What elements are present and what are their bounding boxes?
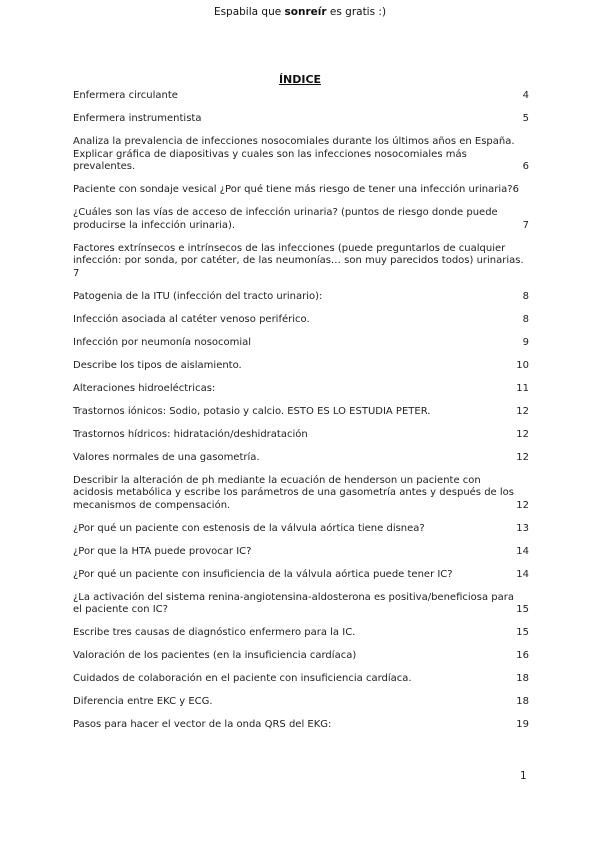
toc-entry-text: Pasos para hacer el vector de la onda QRS del EKG: — [73, 719, 332, 730]
toc-entry-text: Analiza la prevalencia de infecciones nosocomiales durante los últimos años en España. Explicar gráfica de diapositivas y cuales son las infecciones nosocomiales más prevalentes. — [73, 136, 515, 172]
toc-entry-page: 8 — [522, 313, 529, 325]
toc-entry[interactable] — [73, 475, 529, 513]
toc-entry-text: Valoración de los pacientes (en la insuficiencia cardíaca) — [73, 650, 357, 661]
toc-entry-text: Cuidados de colaboración en el paciente con insuficiencia cardíaca. — [73, 673, 412, 684]
toc-entry-text: ¿Cuáles son las vías de acceso de infección urinaria? (puntos de riesgo donde puede producirse la infección urinaria). — [73, 207, 498, 231]
toc-entry-text: Infección por neumonía nosocomial — [73, 336, 252, 348]
toc-entry-page: 12 — [516, 451, 529, 463]
toc-entry[interactable] — [73, 207, 529, 232]
toc-entry-page: 6 — [522, 161, 529, 172]
toc-entry[interactable] — [73, 383, 529, 396]
toc-entry[interactable] — [73, 546, 529, 559]
toc-entry-text: Patogenia de la ITU (infección del tracto urinario): — [73, 290, 323, 302]
toc-entry-text: ¿Por que la HTA puede provocar IC? — [73, 545, 252, 557]
toc-entry[interactable] — [73, 337, 529, 350]
toc-entry-page: 12 — [516, 499, 529, 511]
toc-entry-text: Describe los tipos de aislamiento. — [73, 359, 242, 371]
header-text-bold: sonreír — [284, 6, 327, 18]
toc-entry-text: Factores extrínsecos e intrínsecos de las infecciones (puede preguntarlos de cualquier infección: por sonda, por catéter, de las neumonías… son muy parecidos todos) urinarias. — [73, 242, 524, 266]
toc-entry-page: 11 — [516, 382, 529, 394]
toc-entry[interactable] — [73, 243, 529, 281]
index-title: ÍNDICE — [278, 73, 322, 86]
toc-entry-page: 15 — [516, 627, 529, 638]
toc-entry[interactable] — [73, 719, 529, 732]
toc-entry-page: 8 — [522, 290, 529, 302]
toc-entry-page: 5 — [522, 113, 529, 124]
toc-entry[interactable] — [73, 113, 529, 126]
toc-entry-text: ¿Por qué un paciente con insuficiencia de la válvula aórtica puede tener IC? — [73, 568, 453, 580]
toc-entry[interactable] — [73, 592, 529, 617]
toc-entry[interactable] — [73, 136, 529, 174]
toc-entry-page: 14 — [516, 545, 529, 557]
toc-entry-page: 18 — [516, 696, 529, 707]
toc-entry-text: Paciente con sondaje vesical ¿Por qué tiene más riesgo de tener una infección urinaria? — [73, 184, 513, 195]
toc-entry-page: 16 — [516, 650, 529, 661]
toc-entry-page: 12 — [516, 428, 529, 440]
toc-entry-text: Infección asociada al catéter venoso periférico. — [73, 313, 310, 325]
toc-entry-page: 12 — [516, 405, 529, 417]
toc-entry-text: ¿Por qué un paciente con estenosis de la válvula aórtica tiene disnea? — [73, 522, 425, 534]
toc-entry[interactable] — [73, 452, 529, 465]
toc-entry-page: 19 — [516, 719, 529, 730]
toc-entry[interactable] — [73, 523, 529, 536]
toc-entry[interactable] — [73, 90, 529, 103]
toc-entry[interactable] — [73, 673, 529, 686]
toc-entry-text: Describir la alteración de ph mediante la ecuación de henderson un paciente con acidosis metabólica y escribe los parámetros de una gasometría antes y después de los mecanismos de compensación. — [73, 474, 514, 511]
toc-entry[interactable] — [73, 291, 529, 304]
toc-entry[interactable] — [73, 314, 529, 327]
toc-entry-page: 13 — [516, 522, 529, 534]
toc-entry-page: 18 — [516, 673, 529, 684]
toc-entry-text: Enfermera instrumentista — [73, 113, 202, 124]
toc-entry[interactable] — [73, 627, 529, 640]
toc-entry[interactable] — [73, 429, 529, 442]
table-of-contents — [73, 90, 529, 742]
toc-entry[interactable] — [73, 360, 529, 373]
toc-entry-page: 7 — [522, 219, 529, 231]
toc-entry-page: 9 — [522, 336, 529, 348]
toc-entry[interactable] — [73, 569, 529, 582]
toc-entry-page: 10 — [516, 359, 529, 371]
toc-entry-text: Diferencia entre EKC y ECG. — [73, 696, 213, 707]
toc-entry-page: 15 — [516, 604, 529, 615]
header-text-after: es gratis :) — [326, 6, 387, 18]
toc-entry[interactable] — [73, 650, 529, 663]
toc-entry-text: Trastornos hídricos: hidratación/deshidratación — [73, 428, 308, 440]
toc-entry-text: Alteraciones hidroeléctricas: — [73, 382, 216, 394]
toc-entry-page: 7 — [73, 267, 80, 279]
toc-entry[interactable] — [73, 406, 529, 419]
toc-entry-text: Trastornos iónicos: Sodio, potasio y calcio. ESTO ES LO ESTUDIA PETER. — [73, 405, 431, 417]
toc-entry-page: 4 — [522, 90, 529, 101]
header-text-before: Espabila que — [213, 6, 285, 18]
toc-entry-text: Valores normales de una gasometría. — [73, 451, 260, 463]
toc-entry[interactable] — [73, 184, 529, 197]
toc-entry-text: Escribe tres causas de diagnóstico enfermero para la IC. — [73, 627, 356, 638]
toc-entry-page: 14 — [516, 568, 529, 580]
page-number: 1 — [520, 770, 527, 782]
toc-entry[interactable] — [73, 696, 529, 709]
page-header — [0, 6, 600, 18]
toc-entry-text: Enfermera circulante — [73, 90, 178, 101]
toc-entry-page: 6 — [512, 184, 519, 195]
toc-entry-text: ¿La activación del sistema renina-angiotensina-aldosterona es positiva/beneficiosa para el paciente con IC? — [73, 591, 514, 615]
